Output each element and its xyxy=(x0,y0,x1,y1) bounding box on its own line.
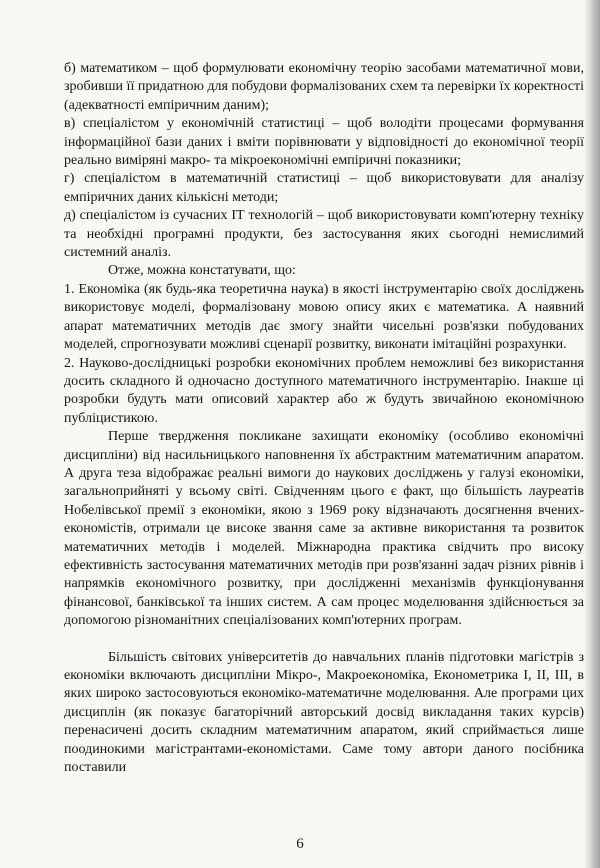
page-body xyxy=(64,60,584,777)
paragraph-g-math-statistician: г) спеціалістом в математичній статистиці – щоб використовувати для аналізу емпіричних даних кількісні методи; xyxy=(64,171,584,205)
paragraph-v-economic-statistician: в) спеціалістом у економічній статистиці – щоб володіти процесами формування інформаційної бази даних і вміти порівнювати у відповідності до економічної теорії реально виміряні макро- та мікроекономічні емпіричні показники; xyxy=(64,116,584,169)
paragraph-d-it-specialist: д) спеціалістом із сучасних ІТ технологій – щоб використовувати комп'ютерну техніку та необхідні програмні продукти, без застосування яких сьогодні немислимий системний аналіз. xyxy=(64,208,584,261)
paragraph-gap xyxy=(64,631,584,649)
page-number: 6 xyxy=(296,836,304,852)
paragraph-universities: Більшість світових університетів до навчальних планів підготовки магістрів з економіки включають дисципліни Мікро-, Макроекономіка, Економетрика І, ІІ, ІІІ, в яких широко застосовуються економіко-математичне моделювання. Але програми цих дисциплін (як показує багаторічний авторський досвід викладання таких курсів) перенасичені досить складним математичним апаратом, який сприймається лише поодинокими магістрантами-економістами. Саме тому автори даного посібника поставили xyxy=(64,649,584,776)
paragraph-point-2: 2. Науково-дослідницькі розробки економічних проблем неможливі без використання досить складного й одночасно доступного математичного інструментарію. Інакше ці розробки будуть мати описовий характер або ж будуть звичайною економічною публіцистикою. xyxy=(64,355,584,426)
paragraph-b-mathematician: б) математиком – щоб формулювати економічну теорію засобами математичної мови, зробивши її придатною для побудови формалізованих схем та перевірки їх коректності (адекватності емпіричним даним); xyxy=(64,61,584,113)
paragraph-point-1: 1. Економіка (як будь-яка теоретична наука) в якості інструментарію своїх досліджень використовує моделі, формалізовану мовою опису яких є математика. А наявний апарат математичних методів дає змогу знайти чисельні розв'язки побудованих моделей, спрогнозувати можливі сценарії розвитку, виконати імітаційні розрахунки. xyxy=(64,281,584,353)
page-edge-shadow xyxy=(584,0,600,868)
paragraph-conclusion-intro: Отже, можна констатувати, що: xyxy=(108,263,296,279)
paragraph-first-statement: Перше твердження покликане захищати економіку (особливо економічні дисципліни) від насильницького наповнення їх абстрактним математичним апаратом. А друга теза відображає реальні вимоги до наукових досліджень у галузі економіки, загальноприйняті у всьому світі. Свідченням цього є факт, що більшість лауреатів Нобелівської премії з економіки, якою з 1969 року відзначають досягнення вчених-економістів, отримали це високе звання саме за активне використання та розвиток математичних методів і моделей. Міжнародна практика свідчить про високу ефективність застосування математичних методів при розв'язанні задач різних рівнів і напрямків економічного розвитку, при дослідженні механізмів функціонування фінансової, банківської та інших систем. А сам процес моделювання здійснюється за допомогою різноманітних спеціалізованих комп'ютерних програм. xyxy=(64,429,584,629)
